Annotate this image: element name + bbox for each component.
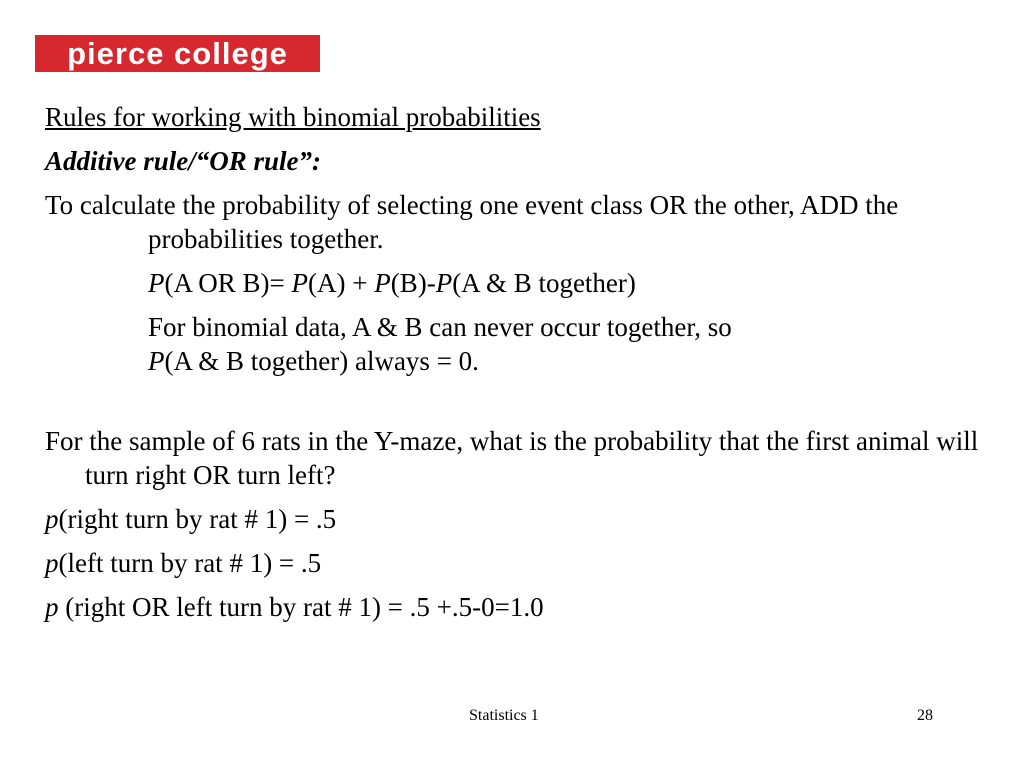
footer-title: Statistics 1 xyxy=(469,707,539,724)
rule-description: To calculate the probability of selecting one event class OR the other, ADD the probabilities together. xyxy=(45,190,899,254)
right-turn-probability: p(right turn by rat # 1) = .5 xyxy=(45,504,337,534)
page-number: 28 xyxy=(917,707,933,724)
slide-heading: Rules for working with binomial probabilities xyxy=(45,102,541,132)
logo-text: pierce college xyxy=(67,36,288,71)
pierce-college-logo xyxy=(35,35,320,72)
binomial-note: For binomial data, A & B can never occur together, so P(A & B together) always = 0. xyxy=(148,312,732,376)
slide-subheading: Additive rule/“OR rule”: xyxy=(45,146,321,176)
additive-formula: P(A OR B)= P(A) + P(B)-P(A & B together) xyxy=(148,268,636,298)
slide-body xyxy=(45,100,985,634)
either-turn-probability: p (right OR left turn by rat # 1) = .5 +.5-0=1.0 xyxy=(45,592,544,622)
left-turn-probability: p(left turn by rat # 1) = .5 xyxy=(45,548,322,578)
rat-question: For the sample of 6 rats in the Y-maze, what is the probability that the first animal will turn right OR turn left? xyxy=(45,426,979,490)
